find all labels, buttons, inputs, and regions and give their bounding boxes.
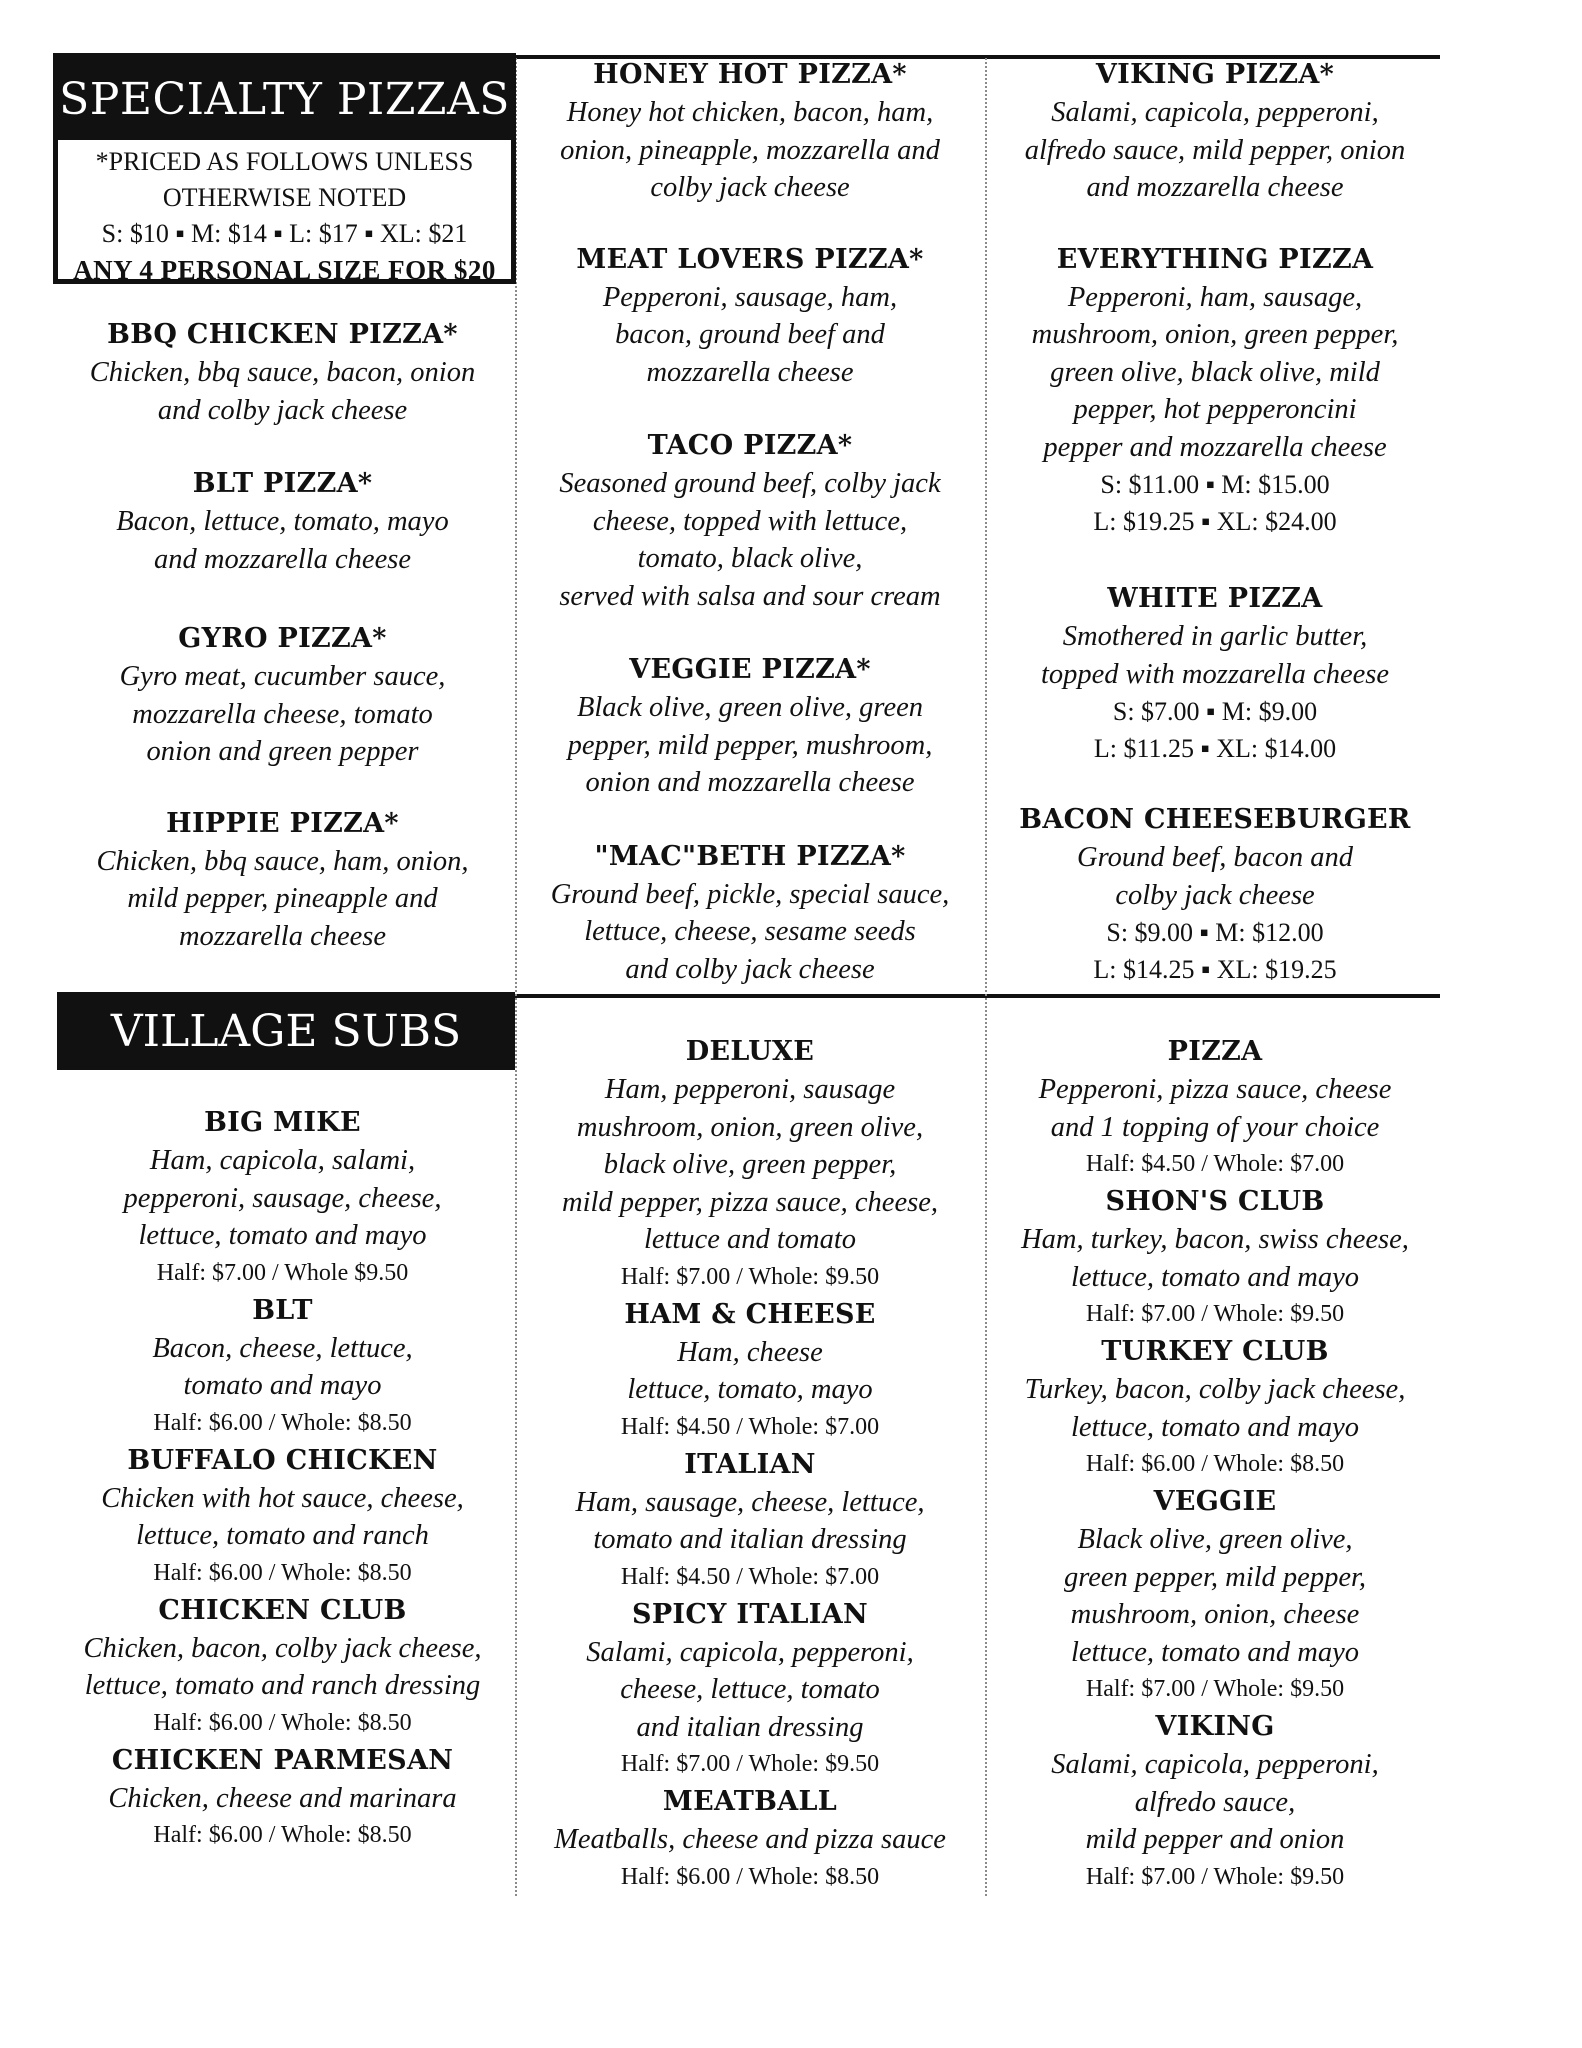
- menu-item: [990, 56, 1440, 207]
- menu-item: [990, 580, 1440, 767]
- item-description-line: mushroom, onion, green olive,: [576, 1111, 924, 1143]
- menu-item: [520, 651, 980, 802]
- item-description-line: Black olive, green olive, green: [576, 692, 924, 723]
- item-name: BACON CHEESEBURGER: [1019, 804, 1411, 835]
- item-name: PIZZA: [1167, 1036, 1263, 1067]
- item-name: EVERYTHING PIZZA: [1056, 243, 1374, 275]
- item-description-line: mozzarella cheese: [178, 920, 387, 952]
- item-description-line: Smothered in garlic butter,: [1062, 621, 1368, 652]
- item-price: Half: $6.00 / Whole: $8.50: [153, 1709, 412, 1736]
- menu-item: [990, 1033, 1440, 1183]
- menu-item: [520, 1296, 980, 1446]
- menu-item: [990, 1708, 1440, 1896]
- item-description-line: lettuce, tomato and mayo: [138, 1220, 427, 1251]
- item-description-line: onion and mozzarella cheese: [585, 767, 915, 798]
- item-description-line: colby jack cheese: [650, 172, 850, 203]
- item-description-line: pepperoni, sausage, cheese,: [123, 1182, 442, 1214]
- pizza-column-1: [55, 316, 510, 955]
- item-description-line: Meatballs, cheese and pizza sauce: [554, 1824, 946, 1855]
- item-description-line: tomato and mayo: [183, 1370, 382, 1401]
- item-description-line: Chicken with hot sauce, cheese,: [101, 1482, 464, 1514]
- item-description-line: Chicken, bacon, colby jack cheese,: [83, 1632, 482, 1664]
- pricing-note-line-2: OTHERWISE NOTED: [162, 183, 407, 212]
- item-description-line: mild pepper, pineapple and: [127, 883, 438, 914]
- item-description-line: mild pepper, pizza sauce, cheese,: [562, 1186, 938, 1218]
- item-description-line: lettuce, cheese, sesame seeds: [584, 916, 916, 947]
- village-subs-header: VILLAGE SUBS: [57, 992, 515, 1070]
- item-name: HONEY HOT PIZZA*: [593, 59, 907, 90]
- item-price: Half: $6.00 / Whole: $8.50: [153, 1409, 412, 1436]
- item-description-line: tomato and italian dressing: [593, 1524, 907, 1555]
- subs-column-3: [990, 1033, 1440, 1896]
- item-description-line: cheese, topped with lettuce,: [592, 505, 908, 537]
- menu-item: [55, 316, 510, 429]
- item-description-line: and mozzarella cheese: [154, 543, 411, 575]
- item-name: BUFFALO CHICKEN: [127, 1444, 438, 1476]
- item-description-line: Black olive, green olive,: [1077, 1524, 1353, 1555]
- menu-item: [520, 56, 980, 207]
- menu-item: [990, 1333, 1440, 1483]
- column-divider-1: [515, 58, 517, 1896]
- item-price: Half: $6.00 / Whole: $8.50: [153, 1822, 412, 1848]
- item-description-line: Gyro meat, cucumber sauce,: [119, 661, 446, 692]
- item-price-line: L: $19.25 ▪ XL: $24.00: [1093, 507, 1337, 536]
- item-price: Half: $7.00 / Whole: $9.50: [620, 1263, 880, 1290]
- item-description-line: lettuce, tomato and mayo: [1070, 1261, 1360, 1293]
- item-description-line: tomato, black olive,: [637, 543, 863, 574]
- pricing-note-line-1: *PRICED AS FOLLOWS UNLESS: [95, 147, 474, 176]
- item-name: VIKING: [1155, 1711, 1275, 1742]
- item-price-line: L: $11.25 ▪ XL: $14.00: [1093, 734, 1337, 763]
- menu-item: [990, 801, 1440, 988]
- menu-item: [520, 1596, 980, 1784]
- item-name: SHON'S CLUB: [1105, 1186, 1325, 1217]
- menu-item: [55, 620, 510, 771]
- item-name: HIPPIE PIZZA*: [166, 807, 399, 839]
- item-description-line: lettuce, tomato and mayo: [1070, 1636, 1360, 1668]
- item-name: VIKING PIZZA*: [1095, 59, 1335, 90]
- item-description-line: Pepperoni, ham, sausage,: [1067, 281, 1363, 313]
- item-name: SPICY ITALIAN: [632, 1598, 868, 1630]
- item-name: VEGGIE: [1153, 1486, 1277, 1517]
- item-description-line: alfredo sauce, mild pepper, onion: [1024, 134, 1406, 166]
- item-description-line: Ground beef, bacon and: [1077, 842, 1353, 873]
- item-price: Half: $7.00 / Whole: $9.50: [620, 1751, 880, 1777]
- item-description-line: Ham, pepperoni, sausage: [604, 1074, 896, 1105]
- menu-item: [520, 838, 980, 989]
- item-name: CHICKEN CLUB: [158, 1594, 407, 1626]
- item-description-line: colby jack cheese: [1115, 879, 1315, 911]
- item-name: BLT: [252, 1294, 313, 1326]
- item-name: MEATBALL: [662, 1786, 838, 1817]
- menu-item: [55, 1442, 510, 1592]
- specialty-pizzas-title: SPECIALTY PIZZAS: [58, 58, 511, 140]
- personal-size-offer: ANY 4 PERSONAL SIZE FOR $20: [73, 255, 496, 285]
- item-price: Half: $4.50 / Whole: $7.00: [620, 1413, 880, 1440]
- middle-rule: [515, 994, 1440, 998]
- item-name: CHICKEN PARMESAN: [111, 1744, 454, 1776]
- item-description-line: lettuce, tomato and mayo: [1070, 1411, 1360, 1443]
- standard-prices: S: $10 ▪ M: $14 ▪ L: $17 ▪ XL: $21: [101, 219, 468, 248]
- item-price-line: L: $14.25 ▪ XL: $19.25: [1093, 955, 1337, 984]
- menu-item: [520, 241, 980, 392]
- pizza-column-2: [520, 56, 980, 988]
- item-description-line: Seasoned ground beef, colby jack: [559, 468, 941, 499]
- item-price: Half: $6.00 / Whole: $8.50: [1085, 1451, 1345, 1477]
- item-description-line: green olive, black olive, mild: [1050, 356, 1380, 388]
- item-description-line: Ham, capicola, salami,: [149, 1145, 416, 1176]
- item-price: Half: $7.00 / Whole $9.50: [156, 1259, 409, 1286]
- item-description-line: Ham, sausage, cheese, lettuce,: [575, 1486, 925, 1518]
- item-description-line: pepper, hot pepperoncini: [1073, 394, 1357, 425]
- item-description-line: mushroom, onion, cheese: [1070, 1599, 1360, 1630]
- item-name: HAM & CHEESE: [624, 1298, 876, 1330]
- item-description-line: and colby jack cheese: [625, 953, 875, 985]
- item-description-line: and 1 topping of your choice: [1050, 1111, 1380, 1143]
- menu-item: [520, 427, 980, 615]
- item-name: BLT PIZZA*: [192, 468, 373, 499]
- item-name: ITALIAN: [684, 1448, 816, 1480]
- item-description-line: black olive, green pepper,: [603, 1149, 897, 1180]
- item-description-line: topped with mozzarella cheese: [1040, 658, 1389, 690]
- item-description-line: mozzarella cheese: [646, 356, 854, 388]
- item-description-line: alfredo sauce,: [1134, 1786, 1296, 1818]
- item-description-line: Pepperoni, pizza sauce, cheese: [1038, 1074, 1392, 1105]
- column-divider-2: [985, 58, 987, 1896]
- menu-item: [520, 1446, 980, 1596]
- menu-item: [55, 1292, 510, 1442]
- item-description-line: lettuce, tomato and ranch: [136, 1520, 429, 1551]
- menu-item: [55, 805, 510, 956]
- item-description-line: Chicken, cheese and marinara: [108, 1782, 457, 1814]
- subs-column-1: [55, 1104, 510, 1854]
- item-name: BIG MIKE: [204, 1107, 361, 1138]
- item-description-line: and italian dressing: [636, 1711, 864, 1743]
- menu-item: [990, 241, 1440, 541]
- item-description-line: Ham, cheese: [677, 1336, 823, 1368]
- menu-item: [55, 1592, 510, 1742]
- pizza-column-3: [990, 56, 1440, 988]
- pricing-note: [58, 140, 511, 288]
- item-name: DELUXE: [685, 1036, 815, 1067]
- item-price: Half: $7.00 / Whole: $9.50: [1085, 1676, 1345, 1702]
- item-description-line: mozzarella cheese, tomato: [132, 698, 433, 730]
- item-price-line: S: $9.00 ▪ M: $12.00: [1106, 918, 1324, 947]
- item-description-line: Honey hot chicken, bacon, ham,: [566, 97, 934, 128]
- item-name: GYRO PIZZA*: [178, 623, 387, 654]
- item-name: "MAC"BETH PIZZA*: [594, 840, 906, 872]
- item-description-line: onion, pineapple, mozzarella and: [560, 134, 940, 166]
- item-description-line: Salami, capicola, pepperoni,: [1051, 1749, 1379, 1780]
- item-name: TURKEY CLUB: [1101, 1336, 1329, 1367]
- item-description-line: Pepperoni, sausage, ham,: [602, 281, 898, 313]
- item-price: Half: $6.00 / Whole: $8.50: [153, 1559, 412, 1586]
- item-price: Half: $7.00 / Whole: $9.50: [1085, 1301, 1345, 1327]
- item-description-line: Bacon, cheese, lettuce,: [152, 1332, 413, 1364]
- item-description-line: Bacon, lettuce, tomato, mayo: [116, 506, 449, 537]
- item-price: Half: $7.00 / Whole: $9.50: [1085, 1863, 1345, 1890]
- item-price-line: S: $11.00 ▪ M: $15.00: [1100, 470, 1330, 499]
- item-description-line: lettuce and tomato: [643, 1224, 857, 1255]
- item-name: TACO PIZZA*: [647, 430, 853, 461]
- item-description-line: mild pepper and onion: [1085, 1824, 1345, 1855]
- item-price: Half: $6.00 / Whole: $8.50: [620, 1863, 880, 1890]
- menu-item: [55, 1742, 510, 1855]
- menu-item: [990, 1183, 1440, 1333]
- item-name: MEAT LOVERS PIZZA*: [576, 243, 924, 275]
- menu-item: [520, 1783, 980, 1896]
- item-description-line: lettuce, tomato and ranch dressing: [84, 1670, 481, 1701]
- item-description-line: Chicken, bbq sauce, ham, onion,: [96, 845, 469, 877]
- item-description-line: Turkey, bacon, colby jack cheese,: [1024, 1374, 1406, 1405]
- subs-column-2: [520, 1033, 980, 1896]
- item-description-line: Ground beef, pickle, special sauce,: [550, 878, 950, 910]
- item-description-line: onion and green pepper: [146, 736, 419, 767]
- item-name: WHITE PIZZA: [1107, 583, 1323, 614]
- item-description-line: cheese, lettuce, tomato: [620, 1674, 880, 1705]
- item-description-line: bacon, ground beef and: [615, 319, 885, 350]
- item-description-line: Salami, capicola, pepperoni,: [1051, 97, 1379, 128]
- menu-item: [990, 1483, 1440, 1708]
- item-price-line: S: $7.00 ▪ M: $9.00: [1112, 697, 1318, 726]
- item-price: Half: $4.50 / Whole: $7.00: [620, 1563, 880, 1590]
- item-description-line: and colby jack cheese: [157, 394, 408, 426]
- item-description-line: pepper and mozzarella cheese: [1043, 431, 1387, 463]
- item-price: Half: $4.50 / Whole: $7.00: [1085, 1151, 1345, 1177]
- item-description-line: mushroom, onion, green pepper,: [1031, 319, 1399, 350]
- item-name: VEGGIE PIZZA*: [629, 654, 871, 685]
- item-description-line: Ham, turkey, bacon, swiss cheese,: [1021, 1224, 1409, 1255]
- menu-item: [520, 1033, 980, 1296]
- menu-item: [55, 465, 510, 578]
- item-description-line: green pepper, mild pepper,: [1063, 1561, 1367, 1593]
- item-description-line: Chicken, bbq sauce, bacon, onion: [89, 357, 476, 388]
- item-description-line: pepper, mild pepper, mushroom,: [567, 729, 933, 761]
- item-description-line: and mozzarella cheese: [1086, 172, 1344, 203]
- item-description-line: lettuce, tomato, mayo: [627, 1374, 873, 1405]
- item-description-line: served with salsa and sour cream: [559, 580, 941, 612]
- item-name: BBQ CHICKEN PIZZA*: [107, 319, 458, 350]
- item-description-line: Salami, capicola, pepperoni,: [586, 1636, 914, 1668]
- menu-item: [55, 1104, 510, 1292]
- specialty-pizzas-header: [53, 53, 516, 284]
